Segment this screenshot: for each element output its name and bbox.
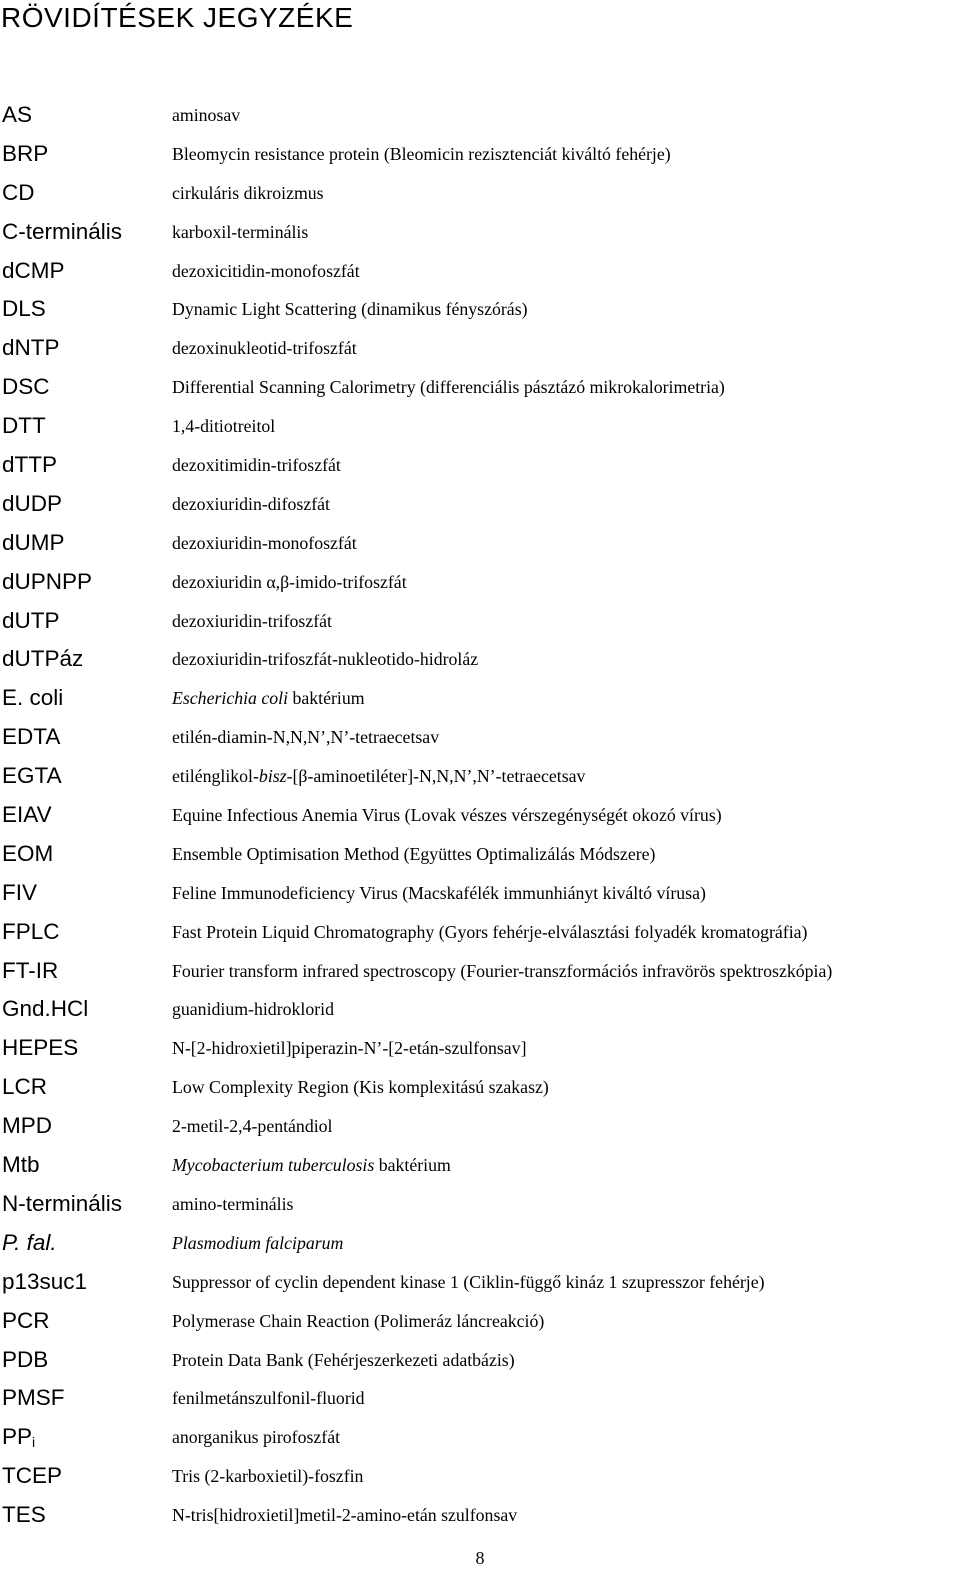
abbreviation-row (0, 1107, 960, 1146)
definition-part: -[β-aminoetiléter]-N,N,N’,N’-tetraecetsav (286, 766, 586, 787)
abbreviation-definition: Ensemble Optimisation Method (Együttes Optimalizálás Módszere) (172, 843, 656, 864)
abbreviation-definition: dezoxinukleotid-trifoszfát (172, 338, 357, 359)
abbreviation-term-text: TCEP (2, 1463, 63, 1489)
abbreviation-term-text: dUTP (2, 607, 60, 633)
abbreviation-row (0, 524, 960, 563)
abbreviation-term-text: DSC (2, 374, 50, 400)
page-title: RÖVIDÍTÉSEK JEGYZÉKE (1, 2, 354, 33)
abbreviation-row (0, 990, 960, 1029)
abbreviation-row (0, 796, 960, 835)
abbreviation-row (0, 757, 960, 796)
abbreviation-definition: Polymerase Chain Reaction (Polimeráz láncreakció) (172, 1310, 545, 1331)
abbreviation-term (2, 96, 32, 135)
abbreviation-row (0, 1185, 960, 1224)
abbreviation-term-text: AS (2, 102, 33, 127)
abbreviation-term-text: Mtb (2, 1152, 40, 1178)
abbreviation-term-text: dUMP (2, 529, 65, 555)
abbreviation-term-text: LCR (2, 1074, 48, 1100)
definition-part: Escherichia coli (172, 688, 289, 709)
abbreviation-row (0, 407, 960, 446)
abbreviation-subscript: i (32, 1434, 36, 1451)
abbreviation-term (2, 1185, 122, 1224)
abbreviation-row (0, 602, 960, 641)
definition-part: etilénglikol- (172, 766, 259, 787)
abbreviation-definition: Tris (2-karboxietil)-foszfin (172, 1466, 364, 1487)
abbreviation-definition: cirkuláris dikroizmus (172, 182, 324, 203)
abbreviation-term-text: PMSF (2, 1385, 65, 1411)
abbreviation-row (0, 213, 960, 252)
abbreviation-term-text: dUTPáz (2, 646, 84, 672)
abbreviation-term (2, 835, 53, 874)
abbreviation-definition: Equine Infectious Anemia Virus (Lovak vészes vérszegénységét okozó vírus) (172, 805, 722, 826)
abbreviation-definition: fenilmetánszulfonil-fluorid (172, 1388, 365, 1409)
abbreviation-term-text: PCR (2, 1307, 50, 1333)
abbreviation-definition: Fast Protein Liquid Chromatography (Gyors fehérje-elválasztási folyadék kromatográfia) (172, 921, 808, 942)
abbreviation-term (2, 174, 35, 213)
definition-part: baktérium (374, 1155, 451, 1176)
abbreviation-definition: dezoxicitidin-monofoszfát (172, 260, 360, 281)
abbreviation-term-text: p13suc1 (2, 1268, 88, 1294)
abbreviation-row (0, 446, 960, 485)
abbreviation-term (2, 1068, 47, 1107)
abbreviation-definition: karboxil-terminális (172, 221, 309, 242)
definition-part: Mycobacterium tuberculosis (172, 1155, 375, 1176)
abbreviation-term (2, 1107, 52, 1146)
abbreviation-row (0, 96, 960, 135)
abbreviation-definition: dezoxitimidin-trifoszfát (172, 455, 341, 476)
abbreviation-definition: dezoxiuridin-difoszfát (172, 493, 330, 514)
definition-part: baktérium (288, 688, 365, 709)
abbreviation-row (0, 1146, 960, 1185)
abbreviation-term (2, 1457, 62, 1496)
abbreviation-row (0, 1418, 960, 1457)
abbreviation-definition: Low Complexity Region (Kis komplexitású szakasz) (172, 1077, 549, 1098)
abbreviation-term (2, 1341, 48, 1380)
abbreviation-row (0, 1263, 960, 1302)
abbreviation-term (2, 952, 58, 991)
abbreviation-row (0, 252, 960, 291)
abbreviation-term (2, 1146, 40, 1185)
abbreviation-term-text: dUDP (2, 490, 63, 516)
abbreviation-definition: dezoxiuridin α,β-imido-trifoszfát (172, 571, 407, 592)
abbreviation-row (0, 485, 960, 524)
abbreviation-row (0, 1029, 960, 1068)
abbreviation-term (2, 1224, 57, 1263)
abbreviation-term (2, 1263, 87, 1302)
abbreviation-term-text: DTT (2, 413, 46, 439)
abbreviation-definition: Differential Scanning Calorimetry (differenciális pásztázó mikrokalorimetria) (172, 377, 725, 398)
abbreviation-term-text: HEPES (2, 1035, 79, 1061)
abbreviation-row (0, 640, 960, 679)
abbreviation-term-text: FPLC (2, 918, 60, 944)
abbreviation-definition: aminosav (172, 105, 241, 125)
abbreviation-definition (172, 1224, 343, 1263)
abbreviation-definition: N-[2-hidroxietil]piperazin-N’-[2-etán-szulfonsav] (172, 1038, 527, 1059)
abbreviation-row (0, 329, 960, 368)
abbreviation-list (0, 96, 960, 1535)
abbreviation-definition (172, 1146, 451, 1185)
abbreviation-definition: guanidium-hidroklorid (172, 999, 334, 1020)
abbreviation-term-text: TES (2, 1502, 46, 1528)
abbreviation-term-text: EDTA (2, 724, 61, 750)
abbreviation-term-text: FIV (2, 879, 38, 905)
abbreviation-row (0, 368, 960, 407)
definition-part: Plasmodium falciparum (172, 1232, 344, 1253)
abbreviation-definition: dezoxiuridin-trifoszfát-nukleotido-hidroláz (172, 649, 479, 670)
abbreviation-row (0, 290, 960, 329)
abbreviation-definition: Suppressor of cyclin dependent kinase 1 (Ciklin-függő kináz 1 szupresszor fehérje) (172, 1271, 765, 1292)
abbreviation-term-text: N-terminális (2, 1190, 123, 1216)
abbreviation-term (2, 485, 62, 524)
abbreviation-definition (172, 679, 365, 718)
abbreviation-row (0, 1457, 960, 1496)
abbreviation-term-text: MPD (2, 1113, 52, 1139)
abbreviation-row (0, 1379, 960, 1418)
abbreviation-row (0, 563, 960, 602)
abbreviation-term (2, 1496, 46, 1535)
abbreviation-definition: Feline Immunodeficiency Virus (Macskafélék immunhiányt kiváltó vírusa) (172, 882, 706, 903)
abbreviation-row (0, 718, 960, 757)
page-number: 8 (475, 1548, 485, 1568)
abbreviation-row (0, 174, 960, 213)
abbreviation-term-text: EOM (2, 840, 54, 866)
abbreviation-term (2, 913, 60, 952)
abbreviation-term-text: EGTA (2, 763, 62, 789)
abbreviation-row (0, 135, 960, 174)
abbreviation-term-text: dUPNPP (2, 568, 93, 594)
abbreviation-term (2, 796, 52, 835)
abbreviation-row (0, 679, 960, 718)
abbreviation-term (2, 874, 37, 913)
abbreviation-definition: 2-metil-2,4-pentándiol (172, 1116, 333, 1137)
abbreviation-term (2, 252, 65, 291)
abbreviation-term (2, 135, 48, 174)
abbreviation-definition: Protein Data Bank (Fehérjeszerkezeti adatbázis) (172, 1349, 515, 1370)
abbreviation-row (0, 1496, 960, 1535)
abbreviation-row (0, 1068, 960, 1107)
abbreviation-row (0, 952, 960, 991)
abbreviation-row (0, 1302, 960, 1341)
abbreviation-definition: dezoxiuridin-monofoszfát (172, 532, 357, 553)
abbreviation-definition: N-tris[hidroxietil]metil-2-amino-etán szulfonsav (172, 1505, 518, 1526)
abbreviation-term (2, 446, 57, 485)
abbreviation-term-text: DLS (2, 296, 46, 322)
abbreviation-row (0, 1341, 960, 1380)
abbreviation-term-text: EIAV (2, 802, 52, 828)
abbreviation-term (2, 368, 50, 407)
abbreviation-term (2, 1029, 78, 1068)
abbreviation-definition: Dynamic Light Scattering (dinamikus fényszórás) (172, 299, 528, 320)
abbreviation-definition: Bleomycin resistance protein (Bleomicin rezisztenciát kiváltó fehérje) (172, 143, 671, 164)
abbreviation-definition: anorganikus pirofoszfát (172, 1427, 341, 1448)
abbreviation-term (2, 718, 60, 757)
abbreviation-term-text: dTTP (2, 452, 58, 478)
abbreviation-definition: etilén-diamin-N,N,N’,N’-tetraecetsav (172, 727, 440, 748)
abbreviation-term (2, 290, 46, 329)
abbreviation-term-text: P. fal. (2, 1229, 57, 1255)
abbreviation-term (2, 563, 92, 602)
abbreviation-term (2, 602, 60, 641)
abbreviation-term-text: E. coli (2, 685, 64, 711)
abbreviation-term-text: Gnd.HCl (2, 996, 89, 1022)
abbreviation-term-text: PDB (2, 1346, 49, 1372)
abbreviation-term (2, 640, 83, 679)
abbreviation-term-text: dCMP (2, 257, 65, 283)
abbreviation-definition: 1,4-ditiotreitol (172, 416, 276, 437)
abbreviation-term (2, 329, 60, 368)
abbreviation-term-text: CD (2, 179, 35, 205)
abbreviation-term (2, 990, 88, 1029)
abbreviation-term-text: PP (2, 1424, 33, 1450)
abbreviation-row (0, 1224, 960, 1263)
abbreviation-row (0, 835, 960, 874)
abbreviation-definition: amino-terminális (172, 1193, 294, 1214)
abbreviation-term (2, 1418, 35, 1457)
abbreviation-definition: Fourier transform infrared spectroscopy (Fourier-transzformációs infravörös spektroszkópia) (172, 960, 833, 981)
abbreviation-row (0, 913, 960, 952)
abbreviation-term (2, 1302, 50, 1341)
abbreviation-row (0, 874, 960, 913)
abbreviation-term (2, 213, 122, 252)
abbreviation-term (2, 757, 62, 796)
abbreviation-term (2, 679, 63, 718)
abbreviation-definition (172, 757, 585, 796)
abbreviation-term-text: FT-IR (2, 957, 59, 983)
definition-part: bisz (258, 766, 287, 787)
abbreviation-term-text: BRP (2, 140, 49, 166)
abbreviation-definition: dezoxiuridin-trifoszfát (172, 610, 332, 631)
abbreviation-term (2, 1379, 65, 1418)
abbreviation-term (2, 524, 65, 563)
abbreviation-term-text: C-terminális (2, 218, 123, 244)
abbreviation-term-text: dNTP (2, 335, 60, 361)
abbreviation-term (2, 407, 46, 446)
